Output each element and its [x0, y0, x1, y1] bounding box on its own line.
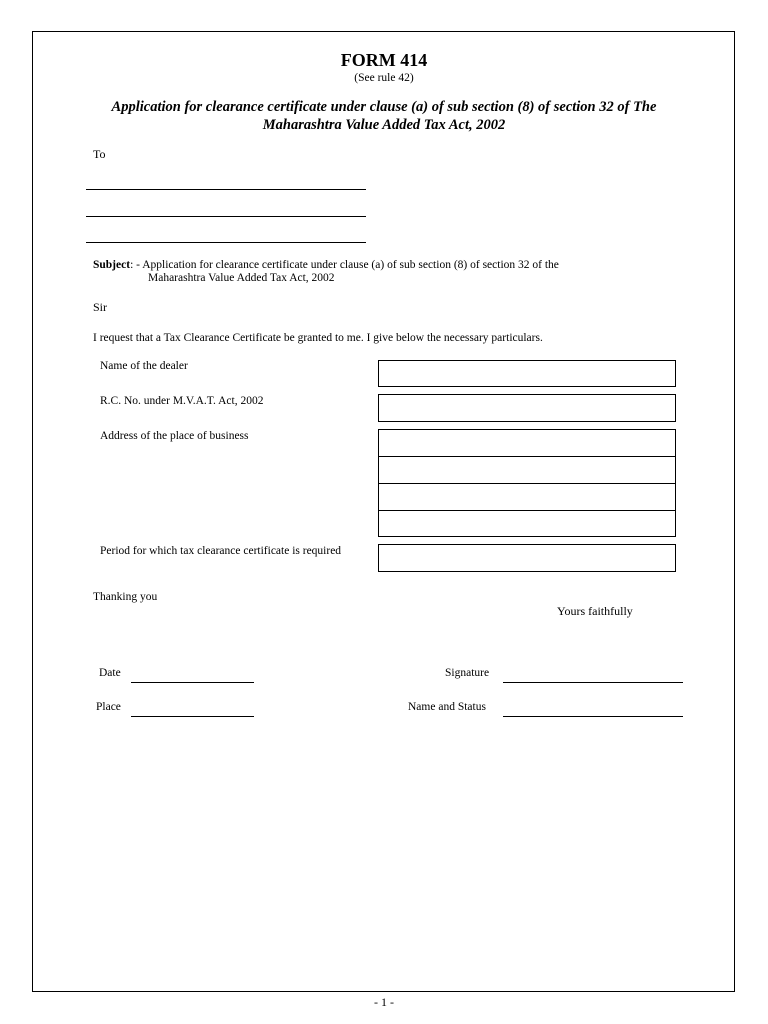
address-field-line-3[interactable] — [378, 483, 676, 511]
dealer-name-field[interactable] — [378, 360, 676, 387]
name-status-line[interactable] — [503, 716, 683, 717]
subject-separator: : - — [130, 259, 143, 271]
address-label: Address of the place of business — [100, 430, 249, 442]
subject-label: Subject — [93, 259, 131, 271]
place-label: Place — [96, 701, 121, 713]
date-label: Date — [99, 667, 121, 679]
signature-label: Signature — [445, 667, 490, 679]
signature-line[interactable] — [503, 682, 683, 683]
dealer-name-label: Name of the dealer — [100, 360, 188, 372]
form-title: FORM 414 — [340, 50, 428, 70]
thanking-text: Thanking you — [93, 591, 158, 603]
addressee-line-2[interactable] — [86, 216, 366, 217]
salutation: Sir — [93, 300, 108, 314]
rc-no-label: R.C. No. under M.V.A.T. Act, 2002 — [100, 395, 264, 407]
subject-text-2: Maharashtra Value Added Tax Act, 2002 — [148, 272, 335, 284]
period-field[interactable] — [378, 544, 676, 572]
date-line[interactable] — [131, 682, 254, 683]
yours-faithfully: Yours faithfully — [557, 604, 633, 618]
rc-no-field[interactable] — [378, 394, 676, 422]
name-status-label: Name and Status — [408, 701, 486, 713]
form-heading: Application for clearance certificate under clause (a) of sub section (8) of section 32 of The Maharashtra Value Added Tax Act, 2002 — [111, 99, 657, 133]
form-subtitle: (See rule 42) — [354, 72, 414, 84]
page-number: - 1 - — [374, 995, 394, 1009]
subject-text-1: Application for clearance certificate under clause (a) of sub section (8) of section 32 of the — [142, 259, 559, 271]
to-label: To — [93, 147, 106, 161]
addressee-line-1[interactable] — [86, 189, 366, 190]
address-field-line-1[interactable] — [378, 429, 676, 457]
period-label: Period for which tax clearance certificate is required — [100, 545, 342, 557]
address-field-line-4[interactable] — [378, 510, 676, 537]
subject-line — [93, 258, 559, 272]
address-field-line-2[interactable] — [378, 456, 676, 484]
place-line[interactable] — [131, 716, 254, 717]
request-text: I request that a Tax Clearance Certificate be granted to me. I give below the necessary particulars. — [93, 332, 543, 344]
addressee-line-3[interactable] — [86, 242, 366, 243]
